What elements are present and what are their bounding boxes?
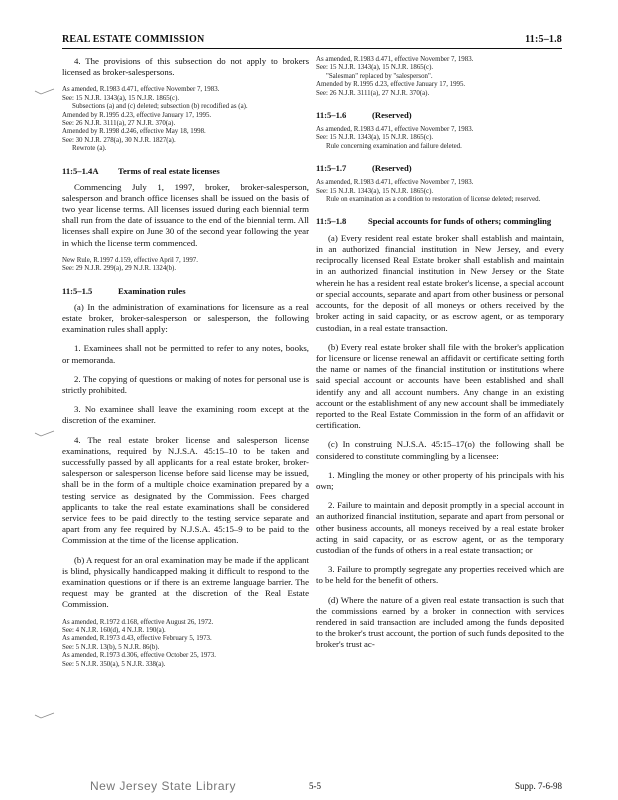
note-line: See: 30 N.J.R. 278(a), 30 N.J.R. 1827(a). (62, 136, 176, 144)
section-number: 11:5–1.4A (62, 165, 99, 176)
note-line: See: 5 N.J.R. 350(a), 5 N.J.R. 338(a). (62, 660, 166, 668)
history-notes (316, 56, 564, 98)
section-title: Examination rules (118, 285, 186, 296)
history-notes (62, 257, 309, 274)
rule-4: 4. The real estate broker license and salesperson license examinations, required by N.J.S.A. 45:15–10 to be taken and successfully passed by all applicants for a real estate broker, broker-salesperson or salesperson license before said license may be issued, shall be in the form of a multiple choice examination prepared by a testing service as designated by the Commission. Fees charged applicants to take the real estate examinations shall be considered service fees to be paid directly to the testing service separate and apart from any fee required by N.J.S.A. 45:15–9 to be paid to the Commission at the time of the license application. (62, 434, 309, 546)
section-title: (Reserved) (372, 163, 412, 174)
note-line: See: 15 N.J.R. 1343(a), 15 N.J.R. 1865(c). (316, 64, 434, 72)
note-line: See: 26 N.J.R. 3111(a), 27 N.J.R. 370(a). (62, 120, 176, 128)
note-line: As amended, R.1973 d.43, effective February 5, 1973. (62, 635, 212, 643)
history-notes (62, 86, 309, 153)
note-line: See: 29 N.J.R. 299(a), 29 N.J.R. 1324(b). (62, 265, 177, 273)
note-line: See: 15 N.J.R. 1343(a), 15 N.J.R. 1865(c). (316, 134, 434, 142)
history-notes (316, 126, 564, 151)
section-heading (62, 286, 309, 296)
section-heading (316, 216, 564, 226)
rule-2: 2. The copying of questions or making of notes for personal use is strictly prohibited. (62, 373, 309, 395)
supplement-date: Supp. 7-6-98 (515, 781, 562, 791)
subsection-b: (b) Every real estate broker shall file with the broker's application for licensure or license renewal an affidavit or certificate setting forth the name or names of the financial institution or institutions where said special account or accounts have been established and shall identify any and all account numbers. Any change in an existing account or the establishment of any new account shall be immediately reported to the Real Estate Commission in the form of an affidavit or certification. (316, 341, 564, 431)
margin-check-mark (34, 88, 56, 96)
paragraph-4: 4. The provisions of this subsection do not apply to brokers licensed as broker-salespersons. (62, 56, 309, 78)
note-line: See: 4 N.J.R. 160(d), 4 N.J.R. 190(a). (62, 626, 166, 634)
running-header (62, 30, 562, 49)
left-column (62, 56, 309, 681)
subsection-a: (a) Every resident real estate broker shall establish and maintain, in an authorized financial institution in New Jersey, and every reciprocally licensed Real Estate broker shall establish and maintain in an authorized financial institution in New Jersey or the State wherein he has a resident real estate broker's license, a special account or special accounts, separate and apart from other business or personal accounts, for the deposit of all moneys or others received by the broker acting in said capacity, or as escrow agent, or as temporary custodian, in a real estate transaction. (316, 232, 564, 333)
note-line: See: 26 N.J.R. 3111(a), 27 N.J.R. 370(a). (316, 89, 430, 97)
subsection-a: (a) In the administration of examinations for licensure as a real estate broker, broker-salesperson or salesperson, the following examination rules shall apply: (62, 301, 309, 335)
section-title: Special accounts for funds of others; commingling (368, 216, 552, 227)
page-number: 5-5 (309, 781, 321, 791)
margin-check-mark (34, 430, 56, 438)
note-line: Rule on examination as a condition to restoration of license deleted; reserved. (326, 196, 541, 204)
section-title: (Reserved) (372, 110, 412, 121)
note-line: See: 15 N.J.R. 1343(a), 15 N.J.R. 1865(c). (316, 187, 434, 195)
note-line: Amended by R.1995 d.23, effective January 17, 1995. (316, 81, 466, 89)
item-1: 1. Mingling the money or other property of his principals with his own; (316, 469, 564, 491)
margin-check-mark (34, 712, 56, 720)
subsection-d: (d) Where the nature of a given real estate transaction is such that the commissions earned by a broker in connection with services rendered in said transaction are included among the funds deposited to the broker's trust account, the portion of such funds deposited to the broker's trust ac- (316, 594, 564, 650)
item-2: 2. Failure to maintain and deposit promptly in a special account in an authorized financial institution, separate and apart from personal or other business accounts, all moneys received by a real estate broker acting in said capacity, or as escrow agent, or as the temporary custodian of the funds of others in a real estate transaction; or (316, 500, 564, 555)
subsection-b: (b) A request for an oral examination may be made if the applicant is blind, physically handicapped making it difficult to respond to the examination questions or if there is an extreme language barrier. The request may be granted at the discretion of the Real Estate Commission. (62, 554, 309, 610)
note-line: See: 15 N.J.R. 1343(a), 15 N.J.R. 1865(c). (62, 94, 180, 102)
section-heading (316, 163, 564, 173)
note-line: As amended, R.1983 d.471, effective November 7, 1983. (316, 126, 474, 134)
header-section-range: 11:5–1.8 (525, 34, 562, 45)
note-line: See: 5 N.J.R. 13(b), 5 N.J.R. 86(b). (62, 643, 160, 651)
rule-3: 3. No examinee shall leave the examining room except at the discretion of the examiner. (62, 404, 309, 426)
note-line: New Rule, R.1997 d.159, effective April 7, 1997. (62, 256, 198, 264)
note-line: As amended, R.1983 d.471, effective November 7, 1983. (316, 56, 474, 63)
note-line: As amended, R.1983 d.471, effective November 7, 1983. (62, 86, 220, 94)
note-line: As amended, R.1972 d.168, effective August 26, 1972. (62, 618, 214, 626)
header-title: REAL ESTATE COMMISSION (62, 34, 205, 45)
item-3: 3. Failure to promptly segregate any properties received which are to be held for the benefit of others. (316, 564, 564, 586)
section-number: 11:5–1.8 (316, 216, 347, 227)
page-footer (62, 779, 562, 795)
note-line: As amended, R.1983 d.471, effective November 7, 1983. (316, 179, 474, 187)
history-notes (62, 619, 309, 669)
section-heading (62, 166, 309, 176)
section-number: 11:5–1.7 (316, 163, 347, 174)
history-notes (316, 179, 564, 204)
note-line: Amended by R.1998 d.246, effective May 18, 1998. (62, 128, 206, 136)
note-line: Rewrote (a). (72, 145, 107, 153)
subsection-c: (c) In construing N.J.S.A. 45:15–17(o) the following shall be considered to constitute commingling by a licensee: (316, 439, 564, 461)
section-heading (316, 110, 564, 120)
section-title: Terms of real estate licenses (118, 165, 220, 176)
note-line: Subsections (a) and (c) deleted; subsection (b) recodified as (a). (72, 103, 248, 111)
note-line: As amended, R.1973 d.306, effective October 25, 1973. (62, 652, 216, 660)
section-number: 11:5–1.6 (316, 110, 347, 121)
note-line: Amended by R.1995 d.23, effective January 17, 1995. (62, 111, 212, 119)
rule-1: 1. Examinees shall not be permitted to refer to any notes, books, or memoranda. (62, 343, 309, 365)
note-line: "Salesman" replaced by "salesperson". (326, 72, 433, 80)
note-line: Rule concerning examination and failure deleted. (326, 142, 462, 150)
right-column (316, 56, 564, 659)
section-body: Commencing July 1, 1997, broker, broker-salesperson, salesperson and branch office licenses shall be issued on the basis of two year license terms. All licenses issued during each biennial term shall run from the date of issuance to the end of the biennial term. All licenses shall expire on June 30 of the second year following the year in which the license term commenced. (62, 181, 309, 248)
library-stamp: New Jersey State Library (90, 779, 237, 793)
section-number: 11:5–1.5 (62, 285, 93, 296)
